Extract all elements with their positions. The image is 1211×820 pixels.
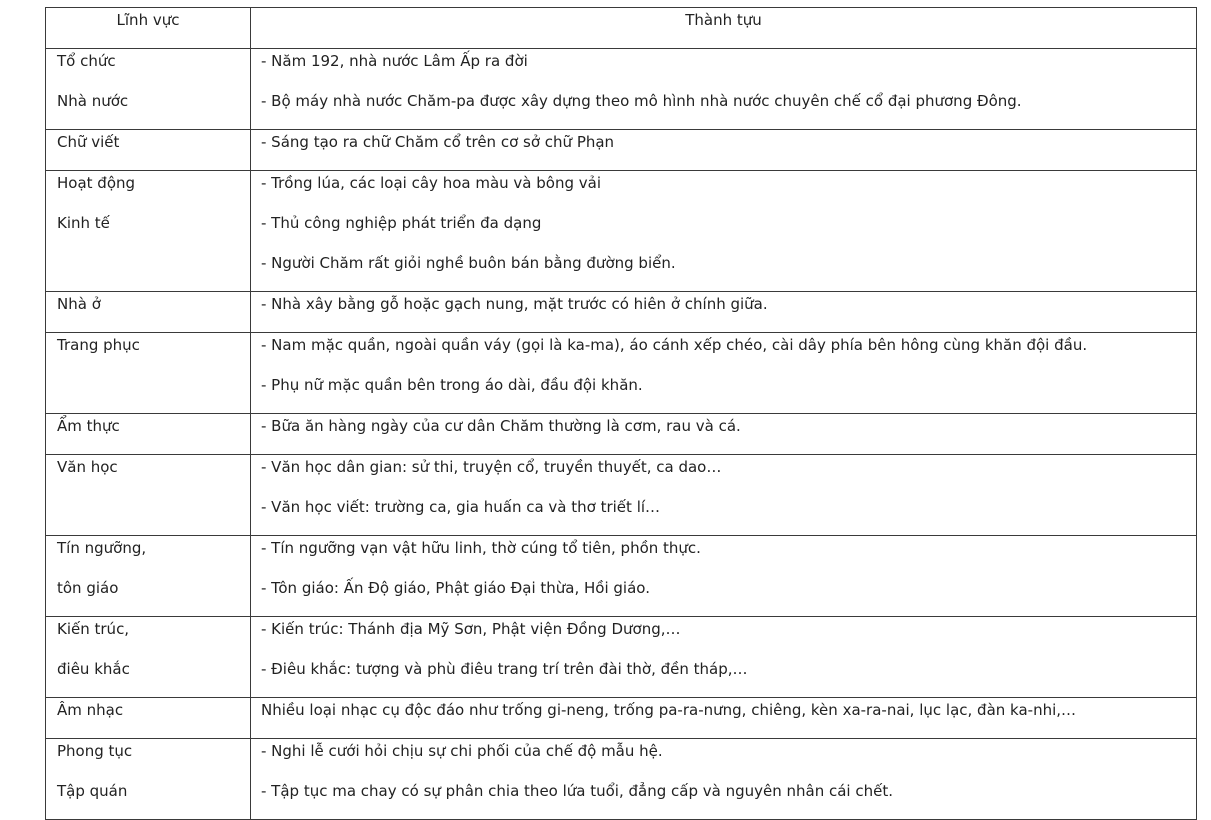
achievement-line: - Nghi lễ cưới hỏi chịu sự chi phối của chế độ mẫu hệ.: [261, 742, 663, 760]
achievement-line: - Điêu khắc: tượng và phù điêu trang trí trên đài thờ, đền tháp,…: [261, 660, 748, 678]
field-line: Nhà nước: [57, 92, 129, 110]
achievement-cell: [251, 698, 1197, 739]
table-row: [46, 617, 1197, 698]
field-line: Tín ngưỡng,: [57, 539, 147, 557]
achievement-line: - Sáng tạo ra chữ Chăm cổ trên cơ sở chữ Phạn: [261, 133, 615, 151]
achievement-line: - Người Chăm rất giỏi nghề buôn bán bằng đường biển.: [261, 254, 676, 272]
achievement-line: - Tập tục ma chay có sự phân chia theo lứa tuổi, đẳng cấp và nguyên nhân cái chết.: [261, 782, 893, 800]
achievement-cell: [251, 536, 1197, 617]
field-line: Ẩm thực: [57, 417, 120, 435]
achievement-line: - Văn học viết: trường ca, gia huấn ca và thơ triết lí…: [261, 498, 661, 516]
field-line: Kiến trúc,: [57, 620, 130, 638]
field-cell: [46, 49, 251, 130]
table-row: [46, 739, 1197, 820]
field-line: điêu khắc: [57, 660, 130, 678]
achievement-line: - Năm 192, nhà nước Lâm Ấp ra đời: [261, 52, 528, 70]
header-field-label: Lĩnh vực: [116, 11, 180, 29]
achievement-line: - Tôn giáo: Ấn Độ giáo, Phật giáo Đại thừa, Hồi giáo.: [261, 579, 650, 597]
achievement-cell: [251, 130, 1197, 171]
achievement-cell: [251, 171, 1197, 292]
achievement-line: - Bộ máy nhà nước Chăm-pa được xây dựng theo mô hình nhà nước chuyên chế cổ đại phương Đông.: [261, 92, 1022, 110]
achievement-cell: [251, 292, 1197, 333]
achievement-line: - Phụ nữ mặc quần bên trong áo dài, đầu đội khăn.: [261, 376, 643, 394]
achievement-line: Nhiều loại nhạc cụ độc đáo như trống gi-neng, trống pa-ra-nưng, chiêng, kèn xa-ra-nai, lục lạc, đàn ka-nhi,…: [261, 701, 1077, 719]
field-cell: [46, 292, 251, 333]
achievement-line: - Tín ngưỡng vạn vật hữu linh, thờ cúng tổ tiên, phồn thực.: [261, 539, 701, 557]
header-achievements: [251, 8, 1197, 49]
field-line: Âm nhạc: [57, 701, 124, 719]
table-row: [46, 130, 1197, 171]
field-cell: [46, 739, 251, 820]
achievement-line: - Thủ công nghiệp phát triển đa dạng: [261, 214, 542, 232]
field-cell: [46, 455, 251, 536]
field-line: Phong tục: [57, 742, 133, 760]
achievement-cell: [251, 739, 1197, 820]
field-line: Kinh tế: [57, 214, 110, 232]
achievement-cell: [251, 49, 1197, 130]
achievement-line: - Nhà xây bằng gỗ hoặc gạch nung, mặt trước có hiên ở chính giữa.: [261, 295, 768, 313]
achievement-line: - Kiến trúc: Thánh địa Mỹ Sơn, Phật viện Đồng Dương,…: [261, 620, 681, 638]
header-achievements-label: Thành tựu: [685, 11, 762, 29]
header-field: [46, 8, 251, 49]
field-cell: [46, 414, 251, 455]
field-line: tôn giáo: [57, 579, 119, 597]
field-cell: [46, 333, 251, 414]
table-row: [46, 455, 1197, 536]
field-line: Trang phục: [57, 336, 140, 354]
achievement-cell: [251, 455, 1197, 536]
achievement-cell: [251, 617, 1197, 698]
field-cell: [46, 171, 251, 292]
field-line: Tập quán: [57, 782, 128, 800]
table-row: [46, 292, 1197, 333]
field-cell: [46, 617, 251, 698]
table-row: [46, 536, 1197, 617]
achievement-cell: [251, 414, 1197, 455]
champa-achievements-table-wrapper: [45, 7, 1196, 820]
achievement-line: - Trồng lúa, các loại cây hoa màu và bông vải: [261, 174, 601, 192]
field-line: Hoạt động: [57, 174, 136, 192]
table-header-row: [46, 8, 1197, 49]
achievement-line: - Bữa ăn hàng ngày của cư dân Chăm thường là cơm, rau và cá.: [261, 417, 741, 435]
field-cell: [46, 698, 251, 739]
achievement-cell: [251, 333, 1197, 414]
champa-achievements-table: [45, 7, 1197, 820]
field-line: Chữ viết: [57, 133, 120, 151]
table-row: [46, 171, 1197, 292]
table-row: [46, 698, 1197, 739]
field-line: Tổ chức: [57, 52, 116, 70]
achievement-line: - Nam mặc quần, ngoài quần váy (gọi là ka-ma), áo cánh xếp chéo, cài dây phía bên hông cùng khăn đội đầu.: [261, 336, 1088, 354]
table-row: [46, 49, 1197, 130]
achievement-line: - Văn học dân gian: sử thi, truyện cổ, truyền thuyết, ca dao…: [261, 458, 722, 476]
table-row: [46, 333, 1197, 414]
field-line: Văn học: [57, 458, 118, 476]
field-cell: [46, 130, 251, 171]
table-row: [46, 414, 1197, 455]
field-line: Nhà ở: [57, 295, 101, 313]
field-cell: [46, 536, 251, 617]
